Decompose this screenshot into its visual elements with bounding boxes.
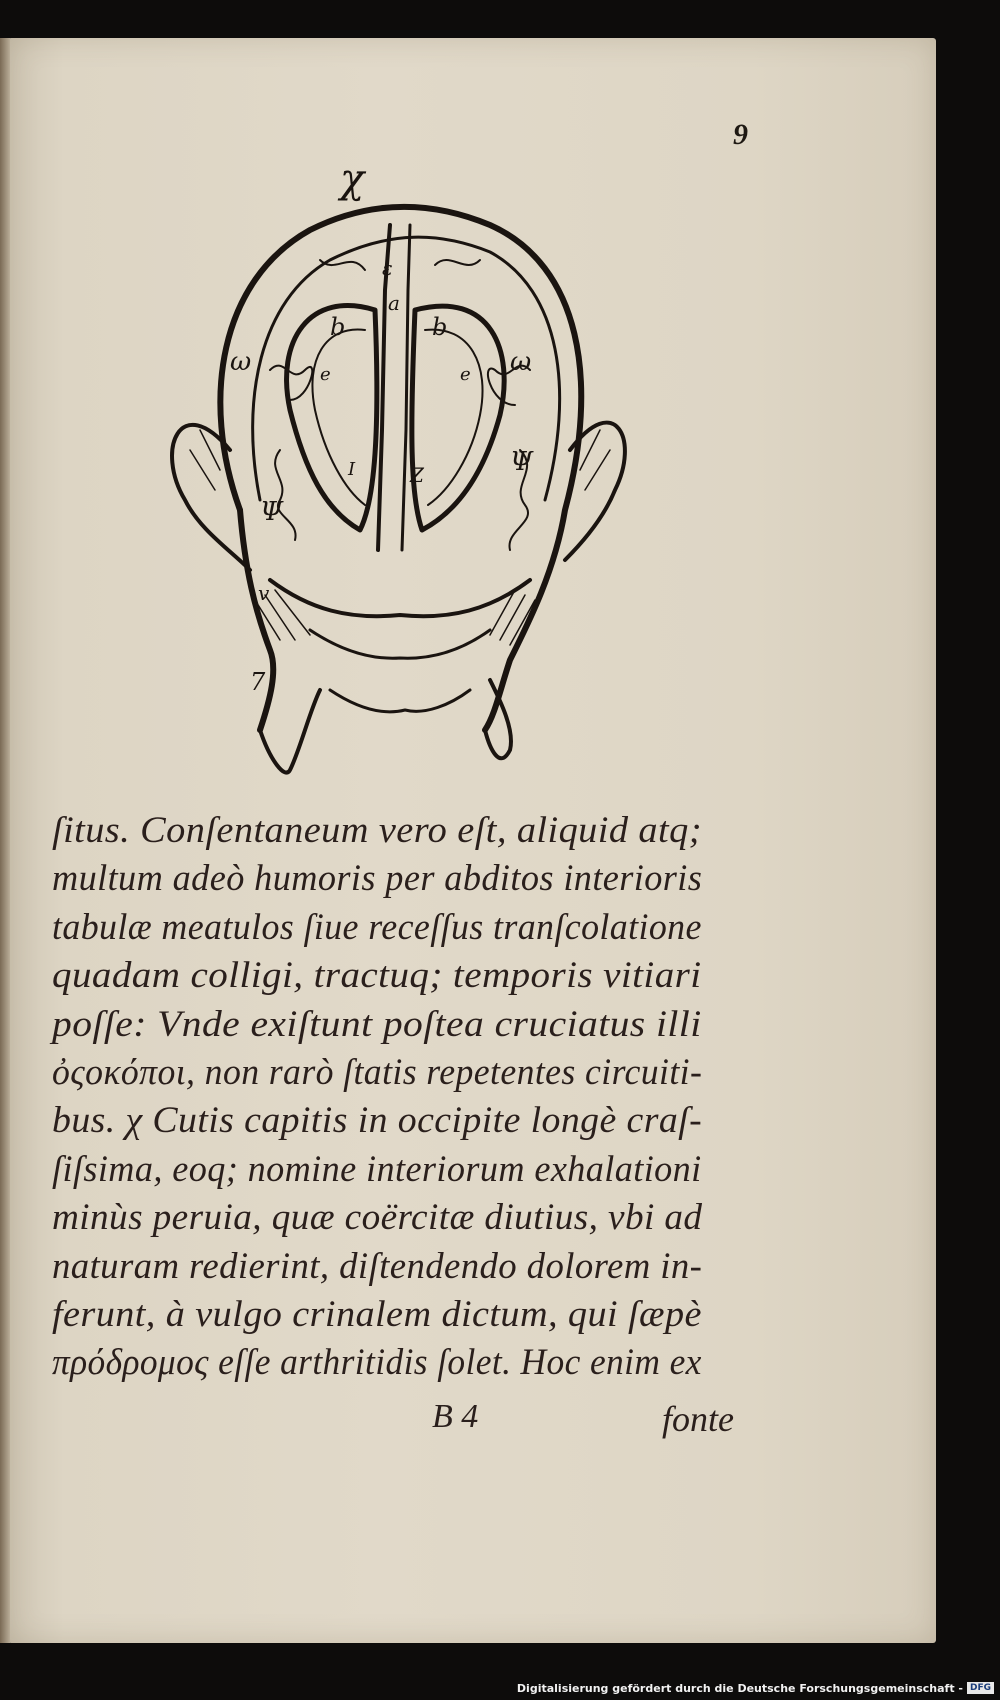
- text-line: ὀςοκόποι, non rarò ſtatis repetentes circuiti-: [52, 1052, 703, 1093]
- page-number: 9: [733, 118, 748, 151]
- label-e-right: e: [460, 364, 471, 385]
- label-I: I: [348, 459, 356, 480]
- text-line: bus. χ Cutis capitis in occipite longè craſ-: [52, 1100, 703, 1141]
- digitization-footer: [517, 1679, 994, 1697]
- label-omega-right: ω: [510, 347, 532, 377]
- text-line: minùs peruia, quæ coërcitæ diutius, vbi ad: [52, 1197, 703, 1238]
- text-line: naturam redierint, diſtendendo dolorem in-: [52, 1246, 703, 1287]
- text-line: ſitus. Conſentaneum vero eſt, aliquid atq;: [52, 810, 702, 851]
- label-seven: 7: [250, 668, 266, 696]
- text-line: tabulæ meatulos ſiue receſſus tranſcolatione: [52, 907, 702, 948]
- label-b-right: b: [432, 313, 448, 341]
- text-line: multum adeò humoris per abditos interioris: [52, 858, 703, 899]
- label-epsilon: ε: [382, 256, 393, 280]
- label-psi-right: Ψ: [510, 447, 533, 477]
- label-a: a: [388, 291, 400, 315]
- label-v: v: [258, 581, 270, 605]
- text-line: poſſe: Vnde exiſtunt poſtea cruciatus illi: [52, 1004, 702, 1045]
- label-b-left: b: [330, 313, 346, 341]
- signature-mark: B 4: [432, 1398, 479, 1435]
- catchword: fonte: [662, 1399, 734, 1439]
- footer-credit: Digitalisierung gefördert durch die Deutsche Forschungsgemeinschaft -: [516, 1681, 963, 1695]
- dfg-logo: DFG: [967, 1682, 994, 1694]
- text-line: ferunt, à vulgo crinalem dictum, qui ſæpè: [52, 1294, 702, 1335]
- label-psi-left: Ψ: [260, 497, 283, 527]
- page-gutter: [0, 38, 10, 1643]
- label-omega-left: ω: [230, 347, 252, 377]
- text-line: πρόδρομος eſſe arthritidis ſolet. Hoc enim ex: [52, 1342, 702, 1383]
- text-line: quadam colligi, tractuq; temporis vitiari: [52, 955, 702, 996]
- anatomical-woodcut-head: [160, 170, 640, 790]
- label-e-left: e: [320, 364, 331, 385]
- text-line: ſiſsima, eoq; nomine interiorum exhalationi: [52, 1149, 702, 1190]
- label-chi-top: χ: [340, 170, 365, 202]
- label-Z: Z: [410, 463, 424, 487]
